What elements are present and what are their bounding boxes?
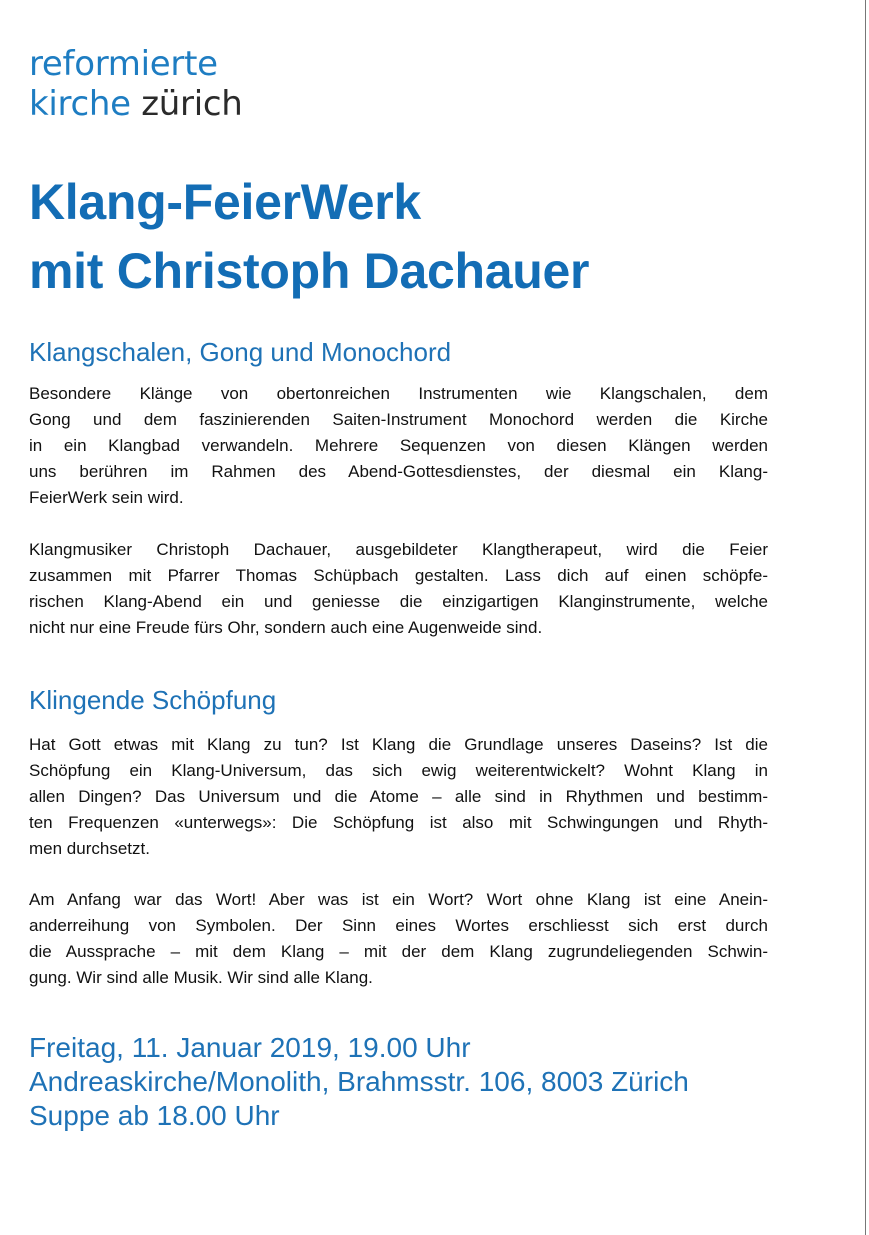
logo-word-reformierte: reformierte	[29, 44, 218, 84]
paragraph-schoepfung-1	[29, 732, 768, 862]
paragraph-line: men durchsetzt.	[29, 839, 150, 858]
event-info	[29, 1031, 689, 1133]
page-title-line-2: mit Christoph Dachauer	[29, 243, 590, 299]
paragraph-line: anderreihung von Symbolen. Der Sinn eines Wortes erschliesst sich erst durch	[29, 916, 768, 935]
paragraph-line: gung. Wir sind alle Musik. Wir sind alle Klang.	[29, 968, 373, 987]
logo-line-1	[29, 44, 243, 84]
event-date-time: Freitag, 11. Januar 2019, 19.00 Uhr	[29, 1032, 471, 1063]
paragraph-line: uns berühren im Rahmen des Abend-Gottesdienstes, der diesmal ein Klang-	[29, 462, 768, 481]
paragraph-line: allen Dingen? Das Universum und die Atome – alle sind in Rhythmen und bestimm-	[29, 787, 768, 806]
page-edge-line	[865, 0, 866, 1235]
paragraph-line: Hat Gott etwas mit Klang zu tun? Ist Klang die Grundlage unseres Daseins? Ist die	[29, 735, 768, 754]
paragraph-line: Schöpfung ein Klang-Universum, das sich ewig weiterentwickelt? Wohnt Klang in	[29, 761, 768, 780]
section-heading-klingende-schoepfung: Klingende Schöpfung	[29, 685, 277, 715]
church-logo	[29, 44, 243, 124]
page-title	[29, 168, 589, 306]
page-title-line-1: Klang-FeierWerk	[29, 174, 421, 230]
paragraph-line: Klangmusiker Christoph Dachauer, ausgebildeter Klangtherapeut, wird die Feier	[29, 540, 768, 559]
logo-word-zurich: zürich	[141, 84, 243, 124]
paragraph-line: in ein Klangbad verwandeln. Mehrere Sequenzen von diesen Klängen werden	[29, 436, 768, 455]
paragraph-line: Gong und dem faszinierenden Saiten-Instrument Monochord werden die Kirche	[29, 410, 768, 429]
paragraph-line: ten Frequenzen «unterwegs»: Die Schöpfung ist also mit Schwingungen und Rhyth-	[29, 813, 768, 832]
logo-word-kirche: kirche	[29, 84, 131, 124]
section-heading-klangschalen: Klangschalen, Gong und Monochord	[29, 337, 452, 367]
paragraph-line: FeierWerk sein wird.	[29, 488, 184, 507]
paragraph-line: Am Anfang war das Wort! Aber was ist ein Wort? Wort ohne Klang ist eine Anein-	[29, 890, 768, 909]
paragraph-line: rischen Klang-Abend ein und geniesse die einzigartigen Klanginstrumente, welche	[29, 592, 768, 611]
paragraph-line: zusammen mit Pfarrer Thomas Schüpbach gestalten. Lass dich auf einen schöpfe-	[29, 566, 768, 585]
paragraph-schoepfung-2	[29, 887, 768, 991]
paragraph-klangschalen-1	[29, 381, 768, 511]
paragraph-line: nicht nur eine Freude fürs Ohr, sondern auch eine Augenweide sind.	[29, 618, 543, 637]
paragraph-line: die Aussprache – mit dem Klang – mit der dem Klang zugrundeliegenden Schwin-	[29, 942, 768, 961]
paragraph-klangschalen-2	[29, 537, 768, 641]
paragraph-line: Besondere Klänge von obertonreichen Instrumenten wie Klangschalen, dem	[29, 384, 768, 403]
event-soup-time: Suppe ab 18.00 Uhr	[29, 1100, 280, 1131]
logo-line-2	[29, 84, 243, 124]
event-location: Andreaskirche/Monolith, Brahmsstr. 106, 8003 Zürich	[29, 1066, 689, 1097]
